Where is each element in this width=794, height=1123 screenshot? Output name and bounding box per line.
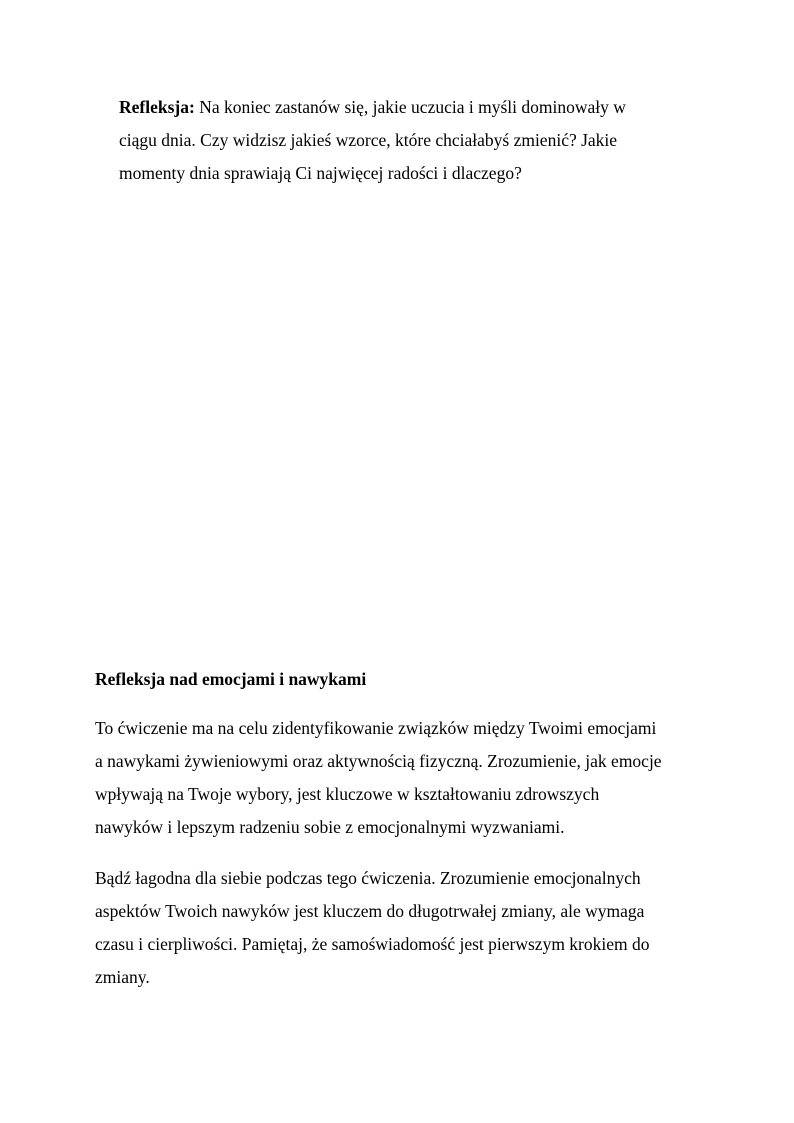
reflection-text-1: Na koniec zastanów się, jakie uczucia i myśli dominowały w [194, 97, 626, 117]
paragraph-line: zmiany. [95, 967, 150, 987]
reflection-prompt [119, 91, 679, 190]
reflection-line-2: ciągu dnia. Czy widzisz jakieś wzorce, które chciałabyś zmienić? Jakie [119, 130, 618, 150]
paragraph-line: nawyków i lepszym radzeniu sobie z emocjonalnymi wyzwaniami. [95, 817, 565, 837]
paragraph-line: To ćwiczenie ma na celu zidentyfikowanie związków między Twoimi emocjami [95, 718, 657, 738]
reflection-label: Refleksja: [119, 97, 195, 117]
paragraph-line: wpływają na Twoje wybory, jest kluczowe w kształtowaniu zdrowszych [95, 784, 600, 804]
paragraph-line: a nawykami żywieniowymi oraz aktywnością fizyczną. Zrozumienie, jak emocje [95, 751, 662, 771]
reflection-line-1 [119, 91, 679, 124]
paragraph-line: czasu i cierpliwości. Pamiętaj, że samoświadomość jest pierwszym krokiem do [95, 934, 650, 954]
reflection-line-3: momenty dnia sprawiają Ci najwięcej radości i dlaczego? [119, 163, 522, 183]
paragraph-line: aspektów Twoich nawyków jest kluczem do długotrwałej zmiany, ale wymaga [95, 901, 645, 921]
paragraph-line: Bądź łagodna dla siebie podczas tego ćwiczenia. Zrozumienie emocjonalnych [95, 868, 641, 888]
paragraph-encouragement [95, 862, 707, 994]
section-heading: Refleksja nad emocjami i nawykami [95, 669, 367, 689]
paragraph-intro [95, 712, 707, 844]
